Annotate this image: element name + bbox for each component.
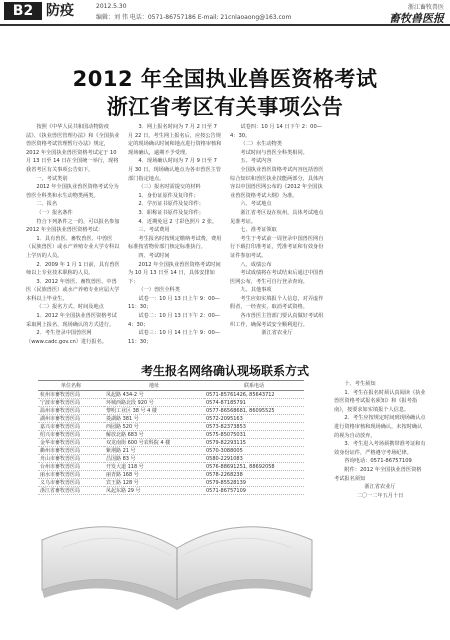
article-signature: 浙江省农业厅 (261, 330, 293, 337)
article-paragraph: 2．2009 年 1 月 1 日前，具有兽医师以上专业技术职称的人员。 (26, 261, 120, 277)
editor-contact-info: 编辑：刘 伟 电话：0571-86757186 E-mail: 21cnlaoaong@163.com (96, 14, 292, 21)
phone-cell: 0573-82373853 (204, 423, 304, 431)
table-row (38, 447, 304, 455)
newspaper-logo: 畜牧兽医报 (389, 12, 444, 25)
address-cell: 西园路 520 号 (104, 423, 204, 431)
article-paragraph: 1．身份证原件及复印件； (138, 192, 199, 199)
column-header-address: 地址 (104, 381, 204, 391)
unit-name-cell: 湖州市畜牧兽医局 (38, 415, 104, 423)
unit-name-cell: 宁波市畜牧兽医局 (38, 399, 104, 407)
right-column-paragraph: 1．考生在报名时须认真阅读《执业兽医资格考试报名须知》和《报考指南》，按要求如实填报个人信息。 (334, 389, 426, 413)
article-paragraph: 考生报名时按规定缴纳考试费，费用标准按省物价部门核定标准执行。 (128, 235, 222, 251)
column-header-phone: 联系电话 (204, 381, 304, 391)
article-paragraph: 考生于考试前一周登录中国兽医网自行下载打印准考证，凭准考证和有效身份证件参加考试。 (230, 235, 324, 259)
right-column-paragraph: 十、考生须知 (344, 381, 376, 387)
article-paragraph: （二）报名方式、时间及地点 (36, 304, 104, 311)
phone-cell: 0580-2291083 (204, 455, 304, 463)
right-column-paragraph: 附件：2012 年全国执业兽医资格考试报名须知 (334, 466, 422, 482)
right-column-paragraph: 3．考生进入考场须携带准考证和有效身份证件，严格遵守考场纪律。 (334, 441, 426, 456)
article-paragraph: 九、其他事项 (240, 287, 272, 294)
right-column-signature: 浙江省农业厅 (364, 484, 396, 491)
article-paragraph: 六、考试地点 (240, 201, 272, 208)
article-paragraph: 3．2012 年兽医、畜牧兽医、中兽医（民族兽医）或水产养殖专业应届大学本科以上毕业生。 (26, 278, 120, 302)
table-row (38, 439, 304, 447)
unit-name-cell: 温州市畜牧兽医局 (38, 407, 104, 415)
table-row (38, 399, 304, 407)
article-paragraph: 一、考试类别 (36, 175, 68, 182)
unit-name-cell: 杭州市畜牧兽医局 (38, 391, 104, 399)
article-paragraph: 七、准考证领取 (240, 227, 277, 234)
section-name: 防疫 (46, 3, 74, 19)
address-cell: 宾王路 128 号 (104, 479, 204, 487)
phone-cell: 0570-3088005 (204, 447, 304, 455)
article-paragraph: 1．2012 年全国执业兽医资格考试采取网上报名、现场确认的方式进行。 (26, 313, 117, 328)
article-paragraph: 试卷三：10 月 14 日上午 9：00—11：30； (128, 330, 220, 345)
headline-line2: 浙江省考区有关事项公告 (106, 95, 344, 119)
article-paragraph: （一）报名条件 (36, 209, 73, 216)
article-paragraph: 试卷一：10 月 13 日上午 9：00—11：30； (128, 295, 220, 311)
article-paragraph: （三）报名时需提交的材料 (138, 184, 201, 191)
headline-line1: 2012 年全国执业兽医资格考试 (72, 67, 378, 91)
phone-cell: 0579-82293115 (204, 439, 304, 447)
article-paragraph: 1．具有兽医、畜牧兽医、中兽医（民族兽医）或水产养殖专业大学专科以上学历的人员。 (26, 235, 120, 259)
address-cell: 双龙南街 600 号农科院 4 楼 (104, 439, 204, 447)
article-paragraph: 试卷四：10 月 14 日下午 2：00—4：30。 (230, 124, 322, 139)
phone-cell: 0577-86568681, 86095525 (204, 407, 304, 415)
section-code: B2 (4, 2, 42, 20)
article-paragraph: 五、考试内容 (240, 158, 272, 165)
unit-name-cell: 舟山市畜牧兽医局 (38, 455, 104, 463)
article-paragraph: 按照《中华人民共和国动物防疫法》、《执业兽医管理办法》和《全国执业兽医资格考试管理暂行办法》规定，2012 年全国执业兽医资格考试定于 10 月 13 日至 14 日在全国统一举行，现将我省考区有关事项公告如下。 (26, 124, 120, 173)
address-cell: 解放北路 683 号 (104, 431, 204, 439)
right-column-date: 二〇一二年五月十日 (356, 492, 404, 499)
address-cell: 黎明工业区 38 号 4 楼 (104, 407, 204, 415)
phone-cell: 0579-85528139 (204, 479, 304, 487)
phone-cell: 0578-2268238 (204, 471, 304, 479)
unit-name-cell: 浙江省畜牧兽医局 (38, 487, 104, 495)
contact-table-title: 考生报名网络确认现场联系方式 (140, 364, 309, 378)
article-paragraph: 浙江省考区设在杭州，具体考试地点见准考证。 (230, 209, 324, 225)
phone-cell: 0575-85075031 (204, 431, 304, 439)
unit-name-cell: 绍兴市畜牧兽医局 (38, 431, 104, 439)
article-paragraph: （二）水生动物类 (240, 141, 282, 148)
column-header-unit: 单位名称 (38, 381, 104, 391)
article-paragraph: 3．网上报名时间为 7 月 2 日至 7 月 22 日，考生网上报名后，应按公告规定的现场确认时间和地点进行资格审核和现场确认，逾期不予受理。 (128, 124, 222, 156)
article-body (26, 123, 426, 358)
address-cell: 凤起东路 29 号 (104, 487, 204, 495)
article-paragraph: 4．现场确认时间为 7 月 9 日至 7 月 30 日，现场确认地点为各市兽医主管部门指定地点。 (128, 158, 221, 182)
unit-name-cell: 金华市畜牧兽医局 (38, 439, 104, 447)
address-cell: 菱湖路 381 号 (104, 415, 204, 423)
article-paragraph: 2012 年全国执业兽医资格考试时间为 10 月 13 日至 14 日，具体安排如下： (128, 261, 221, 285)
table-row (38, 455, 304, 463)
article-paragraph: 八、成绩公布 (240, 261, 272, 268)
contact-table-header-row (38, 381, 304, 391)
phone-cell: 0576-88691251, 88692058 (204, 463, 304, 471)
article-paragraph: 试卷二：10 月 13 日下午 2：00—4：30； (128, 313, 220, 328)
right-column-text (334, 380, 426, 500)
open-book-illustration (32, 470, 322, 625)
phone-cell: 0574-87185791 (204, 399, 304, 407)
unit-name-cell: 丽水市畜牧兽医局 (38, 471, 104, 479)
issue-date: 2012.5.30 (96, 3, 127, 10)
article-paragraph: 四、考试时间 (138, 252, 170, 259)
phone-cell: 0571-86757109 (204, 487, 304, 495)
phone-cell: 0572-2095163 (204, 415, 304, 423)
address-cell: 昌国路 83 号 (104, 455, 204, 463)
article-paragraph: 3．职称证书原件及复印件； (138, 209, 204, 216)
phone-cell: 0571-85761426, 85643712 (204, 391, 304, 399)
address-cell: 丽青路 168 号 (104, 471, 204, 479)
table-row (38, 407, 304, 415)
article-paragraph: 4．近期免冠 2 寸彩色照片 2 张。 (138, 218, 218, 225)
unit-name-cell: 台州市畜牧兽医局 (38, 463, 104, 471)
article-paragraph: （一）兽医全科类 (138, 287, 180, 294)
article-paragraph: 2．学历证书原件及复印件； (138, 201, 204, 208)
article-paragraph: 二、报名 (36, 201, 58, 208)
article-paragraph: 三、考试费用 (138, 227, 170, 234)
address-cell: 开发大道 118 号 (104, 463, 204, 471)
table-row (38, 391, 304, 399)
right-column-paragraph: 咨询电话：0571-86757109 (344, 458, 412, 465)
masthead-region: 浙江畜牧兽医 (407, 4, 444, 11)
article-paragraph: 符合下列条件之一的，可以报名参加 2012 年全国执业兽医资格考试： (26, 218, 120, 234)
unit-name-cell: 义乌市畜牧兽医局 (38, 479, 104, 487)
article-paragraph: 全国执业兽医资格考试内容包括兽医综合知识和兽医执业技能两部分，具体内容以中国兽医网公布的《2012 年全国执业兽医资格考试大纲》为准。 (230, 166, 324, 199)
article-paragraph: 各市兽医主管部门要认真做好考试组织工作，确保考试安全顺利进行。 (230, 313, 324, 328)
article-paragraph: 考生应如实填报个人信息，对弄虚作假者，一经查实，取消考试资格。 (230, 295, 324, 311)
address-cell: 紫荆路 21 号 (104, 447, 204, 455)
table-row (38, 423, 304, 431)
article-paragraph: 2．考生登录中国兽医网（www.cadc.gov.cn）进行报名。 (26, 330, 107, 345)
address-cell: 凤起路 434-2 号 (104, 391, 204, 399)
right-column-paragraph: 2．考生应按规定时间到现场确认点进行资格审核和现场确认，未按时确认的视为自动放弃。 (334, 415, 426, 439)
address-cell: 环城西路北段 920 号 (104, 399, 204, 407)
unit-name-cell: 衢州市畜牧兽医局 (38, 447, 104, 455)
table-row (38, 415, 304, 423)
article-paragraph: 考试成绩将在考试结束后通过中国兽医网公布，考生可自行登录查询。 (230, 270, 324, 285)
article-paragraph: 2012 年全国执业兽医资格考试分为兽医全科类和水生动物类两类。 (26, 184, 119, 199)
unit-name-cell: 嘉兴市畜牧兽医局 (38, 423, 104, 431)
article-paragraph: 考试时间与兽医全科类相同。 (240, 149, 308, 156)
masthead (0, 0, 450, 26)
table-row (38, 431, 304, 439)
